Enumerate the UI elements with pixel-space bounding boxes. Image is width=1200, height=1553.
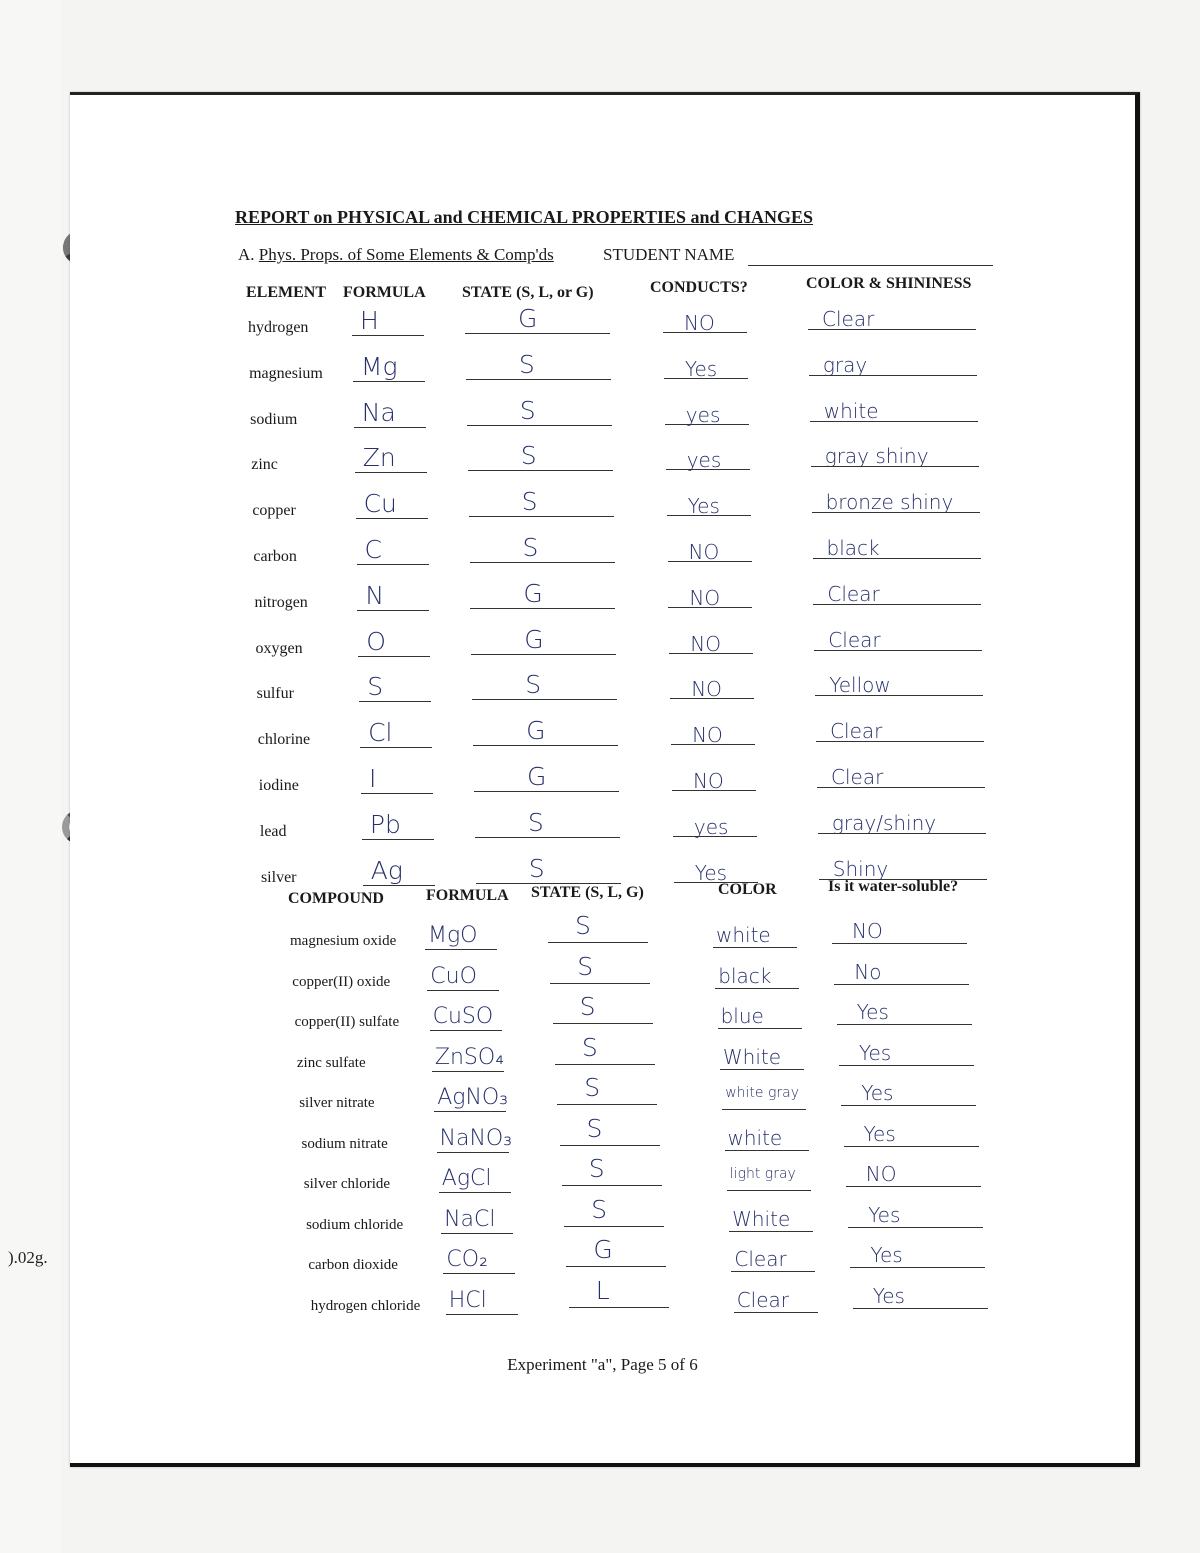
- element-state-value[interactable]: S: [528, 853, 545, 883]
- element-color-value[interactable]: white: [823, 398, 879, 423]
- compound-formula-value[interactable]: ZnSO₄: [434, 1044, 505, 1070]
- answer-underline: [550, 983, 650, 984]
- answer-underline: [809, 375, 977, 376]
- compound-soluble-value[interactable]: Yes: [858, 1040, 892, 1065]
- element-formula-value[interactable]: Cl: [368, 718, 393, 748]
- answer-underline: [666, 469, 750, 470]
- element-state-value[interactable]: G: [523, 578, 543, 608]
- answer-underline: [434, 1111, 506, 1112]
- element-name: sodium: [250, 410, 298, 428]
- element-conducts-value[interactable]: yes: [686, 448, 722, 473]
- element-name: iodine: [258, 777, 299, 794]
- section-heading: [238, 245, 554, 265]
- header-compound-color: COLOR: [718, 881, 777, 898]
- answer-underline: [715, 988, 799, 989]
- answer-underline: [673, 836, 757, 837]
- answer-underline: [357, 610, 429, 611]
- binder-margin: [0, 0, 62, 1553]
- answer-underline: [813, 604, 981, 605]
- answer-underline: [669, 653, 753, 654]
- element-name: nitrogen: [254, 593, 308, 611]
- answer-underline: [725, 1150, 809, 1151]
- compound-name: magnesium oxide: [290, 933, 397, 949]
- answer-underline: [834, 984, 969, 985]
- answer-underline: [837, 1024, 972, 1025]
- compound-state-value[interactable]: S: [577, 951, 594, 981]
- compound-formula-value[interactable]: NaNO₃: [439, 1125, 513, 1151]
- compound-soluble-value[interactable]: Yes: [861, 1081, 894, 1105]
- answer-underline: [832, 943, 967, 944]
- header-conducts: CONDUCTS?: [650, 279, 748, 296]
- answer-underline: [474, 791, 619, 792]
- answer-underline: [353, 381, 425, 382]
- answer-underline: [562, 1185, 662, 1186]
- compound-name: sodium nitrate: [301, 1135, 388, 1152]
- compound-state-value[interactable]: S: [584, 1073, 601, 1102]
- compound-color-value[interactable]: White: [732, 1206, 791, 1231]
- element-name: chlorine: [257, 731, 311, 749]
- element-color-value[interactable]: Clear: [831, 765, 884, 789]
- answer-underline: [358, 656, 430, 657]
- header-compound-state: STATE (S, L, G): [531, 884, 644, 901]
- answer-underline: [432, 1071, 504, 1072]
- answer-underline: [470, 608, 615, 609]
- answer-underline: [555, 1064, 655, 1065]
- element-name: sulfur: [256, 685, 294, 703]
- element-name: oxygen: [255, 639, 303, 657]
- answer-underline: [569, 1307, 669, 1308]
- element-color-value[interactable]: gray/shiny: [831, 810, 937, 835]
- answer-underline: [363, 885, 435, 886]
- compound-name: silver chloride: [303, 1176, 391, 1192]
- element-conducts-value[interactable]: Yes: [687, 494, 720, 519]
- element-formula-value[interactable]: N: [365, 580, 385, 610]
- compound-color-value[interactable]: white: [727, 1125, 783, 1150]
- element-color-value[interactable]: Clear: [822, 307, 875, 331]
- cut-off-margin-text: ).02g.: [8, 1248, 48, 1267]
- compound-color-value[interactable]: white: [716, 923, 771, 947]
- answer-underline: [815, 695, 983, 696]
- answer-underline: [467, 425, 612, 426]
- answer-underline: [469, 516, 614, 517]
- answer-underline: [713, 947, 797, 948]
- element-conducts-value[interactable]: yes: [685, 402, 721, 427]
- answer-underline: [816, 741, 984, 742]
- answer-underline: [722, 1109, 806, 1110]
- answer-underline: [670, 698, 754, 699]
- answer-underline: [359, 701, 431, 702]
- answer-underline: [814, 650, 982, 651]
- element-formula-value[interactable]: C: [364, 535, 382, 564]
- compound-soluble-value[interactable]: NO: [852, 919, 883, 943]
- element-state-value[interactable]: S: [518, 349, 535, 379]
- answer-underline: [472, 699, 617, 700]
- compound-state-value[interactable]: S: [581, 1032, 598, 1062]
- element-formula-value[interactable]: Pb: [369, 809, 401, 839]
- student-name-field[interactable]: [748, 265, 993, 266]
- header-element: ELEMENT: [246, 284, 327, 301]
- element-color-value[interactable]: Shiny: [832, 856, 889, 881]
- answer-underline: [729, 1231, 813, 1232]
- element-conducts-value[interactable]: yes: [693, 814, 729, 839]
- element-conducts-value[interactable]: NO: [689, 585, 721, 610]
- answer-underline: [468, 470, 613, 471]
- compound-formula-value[interactable]: AgNO₃: [437, 1085, 509, 1110]
- element-color-value[interactable]: gray shiny: [824, 444, 929, 469]
- answer-underline: [360, 747, 432, 748]
- answer-underline: [663, 332, 747, 333]
- compound-soluble-value[interactable]: Yes: [868, 1202, 901, 1227]
- compound-color-value[interactable]: Clear: [736, 1287, 789, 1312]
- compound-soluble-value[interactable]: Yes: [870, 1243, 903, 1267]
- element-state-value[interactable]: G: [524, 624, 544, 654]
- answer-underline: [818, 833, 986, 834]
- compound-state-value[interactable]: S: [575, 911, 591, 940]
- element-conducts-value[interactable]: NO: [688, 540, 720, 564]
- compound-name: sodium chloride: [306, 1216, 404, 1233]
- section-title: Phys. Props. of Some Elements & Comp'ds: [258, 245, 554, 264]
- answer-underline: [466, 379, 611, 380]
- compound-color-value[interactable]: White: [722, 1044, 782, 1069]
- compound-formula-value[interactable]: CuSO: [432, 1004, 494, 1029]
- answer-underline: [465, 333, 610, 334]
- header-compound-formula: FORMULA: [426, 887, 509, 904]
- answer-underline: [362, 839, 434, 840]
- answer-underline: [473, 745, 618, 746]
- compound-name: hydrogen chloride: [310, 1297, 421, 1314]
- answer-underline: [850, 1267, 985, 1268]
- compound-state-value[interactable]: S: [586, 1113, 603, 1143]
- compound-color-value[interactable]: white gray: [725, 1085, 799, 1101]
- answer-underline: [720, 1069, 804, 1070]
- element-conducts-value[interactable]: Yes: [684, 356, 718, 381]
- answer-underline: [439, 1192, 511, 1193]
- compound-state-value[interactable]: S: [588, 1154, 605, 1183]
- answer-underline: [841, 1105, 976, 1106]
- compound-name: copper(II) sulfate: [294, 1014, 400, 1030]
- compound-state-value[interactable]: L: [595, 1275, 610, 1305]
- answer-underline: [553, 1023, 653, 1024]
- element-formula-value[interactable]: Mg: [360, 351, 398, 381]
- answer-underline: [437, 1152, 509, 1153]
- worksheet-page: [70, 92, 1140, 1467]
- compound-state-value[interactable]: G: [593, 1235, 613, 1264]
- element-color-value[interactable]: Yellow: [829, 673, 891, 698]
- compound-soluble-value[interactable]: No: [854, 959, 882, 984]
- header-water-soluble: Is it water-soluble?: [828, 878, 959, 895]
- answer-underline: [668, 607, 752, 608]
- answer-underline: [425, 949, 497, 950]
- section-prefix: A.: [238, 245, 259, 264]
- element-state-value[interactable]: S: [520, 441, 537, 471]
- element-formula-value[interactable]: Zn: [362, 443, 396, 473]
- element-color-value[interactable]: Clear: [827, 581, 880, 606]
- element-color-value[interactable]: gray: [822, 352, 868, 377]
- header-formula: FORMULA: [343, 284, 426, 301]
- element-formula-value[interactable]: Na: [361, 397, 396, 427]
- student-name-label: STUDENT NAME: [603, 245, 735, 264]
- answer-underline: [356, 518, 428, 519]
- answer-underline: [560, 1145, 660, 1146]
- element-conducts-value[interactable]: Yes: [694, 860, 728, 885]
- answer-underline: [664, 378, 748, 379]
- element-conducts-value[interactable]: NO: [684, 311, 715, 335]
- answer-underline: [844, 1146, 979, 1147]
- element-conducts-value[interactable]: NO: [690, 631, 721, 656]
- element-formula-value[interactable]: I: [369, 764, 377, 793]
- answer-underline: [475, 837, 620, 838]
- compound-formula-value[interactable]: HCl: [448, 1287, 487, 1313]
- answer-underline: [668, 561, 752, 562]
- element-color-value[interactable]: Clear: [830, 719, 883, 744]
- answer-underline: [566, 1266, 666, 1267]
- compound-state-value[interactable]: S: [579, 992, 596, 1021]
- element-formula-value[interactable]: H: [360, 306, 379, 335]
- answer-underline: [718, 1028, 802, 1029]
- compound-soluble-value[interactable]: Yes: [856, 1000, 889, 1024]
- element-name: copper: [252, 502, 296, 520]
- answer-underline: [810, 421, 978, 422]
- element-color-value[interactable]: bronze shiny: [825, 490, 954, 515]
- answer-underline: [672, 790, 756, 791]
- compound-soluble-value[interactable]: NO: [865, 1162, 897, 1186]
- element-formula-value[interactable]: O: [366, 626, 386, 656]
- answer-underline: [443, 1273, 515, 1274]
- element-name: lead: [259, 822, 287, 840]
- element-color-value[interactable]: black: [826, 536, 880, 560]
- compound-color-value[interactable]: black: [718, 963, 772, 988]
- compound-name: zinc sulfate: [296, 1054, 366, 1071]
- answer-underline: [812, 512, 980, 513]
- answer-underline: [361, 793, 433, 794]
- element-formula-value[interactable]: Cu: [363, 489, 397, 519]
- answer-underline: [354, 427, 426, 428]
- compound-state-value[interactable]: S: [591, 1194, 607, 1224]
- element-state-value[interactable]: G: [518, 304, 538, 333]
- element-state-value[interactable]: S: [521, 487, 538, 517]
- answer-underline: [352, 335, 424, 336]
- answer-underline: [665, 424, 749, 425]
- header-compound: COMPOUND: [288, 890, 384, 907]
- element-conducts-value[interactable]: NO: [692, 723, 723, 748]
- answer-underline: [839, 1065, 974, 1066]
- answer-underline: [671, 744, 755, 745]
- element-name: carbon: [253, 548, 297, 565]
- compound-soluble-value[interactable]: Yes: [872, 1283, 905, 1308]
- page-footer: Experiment "a", Page 5 of 6: [507, 1355, 698, 1374]
- element-conducts-value[interactable]: NO: [691, 677, 722, 702]
- element-state-value[interactable]: S: [519, 395, 536, 425]
- compound-formula-value[interactable]: CO₂: [446, 1247, 488, 1272]
- compound-formula-value[interactable]: NaCl: [444, 1206, 496, 1232]
- answer-underline: [846, 1186, 981, 1187]
- element-name: hydrogen: [248, 319, 309, 336]
- answer-underline: [667, 515, 751, 516]
- compound-color-value[interactable]: light gray: [729, 1166, 796, 1182]
- compound-color-value[interactable]: Clear: [734, 1247, 787, 1271]
- element-state-value[interactable]: S: [522, 533, 539, 562]
- element-conducts-value[interactable]: NO: [693, 769, 724, 793]
- compound-name: silver nitrate: [299, 1095, 375, 1111]
- compound-name: carbon dioxide: [308, 1257, 398, 1273]
- answer-underline: [557, 1104, 657, 1105]
- answer-underline: [548, 942, 648, 943]
- report-title: REPORT on PHYSICAL and CHEMICAL PROPERTIES and CHANGES: [235, 207, 814, 227]
- compound-color-value[interactable]: blue: [720, 1004, 764, 1028]
- answer-underline: [427, 990, 499, 991]
- answer-underline: [813, 558, 981, 559]
- answer-underline: [441, 1233, 513, 1234]
- element-state-value[interactable]: G: [527, 762, 547, 791]
- answer-underline: [727, 1190, 811, 1191]
- answer-underline: [357, 564, 429, 565]
- answer-underline: [564, 1226, 664, 1227]
- compound-formula-value[interactable]: AgCl: [441, 1166, 492, 1191]
- element-name: silver: [260, 868, 297, 886]
- compound-formula-value[interactable]: MgO: [428, 923, 478, 948]
- answer-underline: [430, 1030, 502, 1031]
- element-formula-value[interactable]: S: [367, 672, 384, 702]
- answer-underline: [811, 466, 979, 467]
- answer-underline: [817, 787, 985, 788]
- answer-underline: [470, 562, 615, 563]
- answer-underline: [731, 1271, 815, 1272]
- header-state: STATE (S, L, or G): [462, 284, 594, 301]
- element-state-value[interactable]: G: [526, 716, 546, 746]
- element-state-value[interactable]: S: [525, 670, 542, 700]
- answer-underline: [355, 472, 427, 473]
- answer-underline: [808, 329, 976, 330]
- element-name: magnesium: [249, 364, 323, 382]
- answer-underline: [853, 1308, 988, 1309]
- header-color-shininess: COLOR & SHININESS: [806, 275, 972, 292]
- answer-underline: [734, 1312, 818, 1313]
- answer-underline: [471, 654, 616, 655]
- compound-soluble-value[interactable]: Yes: [863, 1121, 896, 1146]
- compound-formula-value[interactable]: CuO: [430, 963, 477, 989]
- element-formula-value[interactable]: Ag: [370, 855, 403, 885]
- compound-name: copper(II) oxide: [292, 973, 391, 990]
- element-state-value[interactable]: S: [527, 807, 544, 837]
- element-name: zinc: [251, 456, 278, 474]
- answer-underline: [848, 1227, 983, 1228]
- element-color-value[interactable]: Clear: [828, 627, 881, 652]
- answer-underline: [446, 1314, 518, 1315]
